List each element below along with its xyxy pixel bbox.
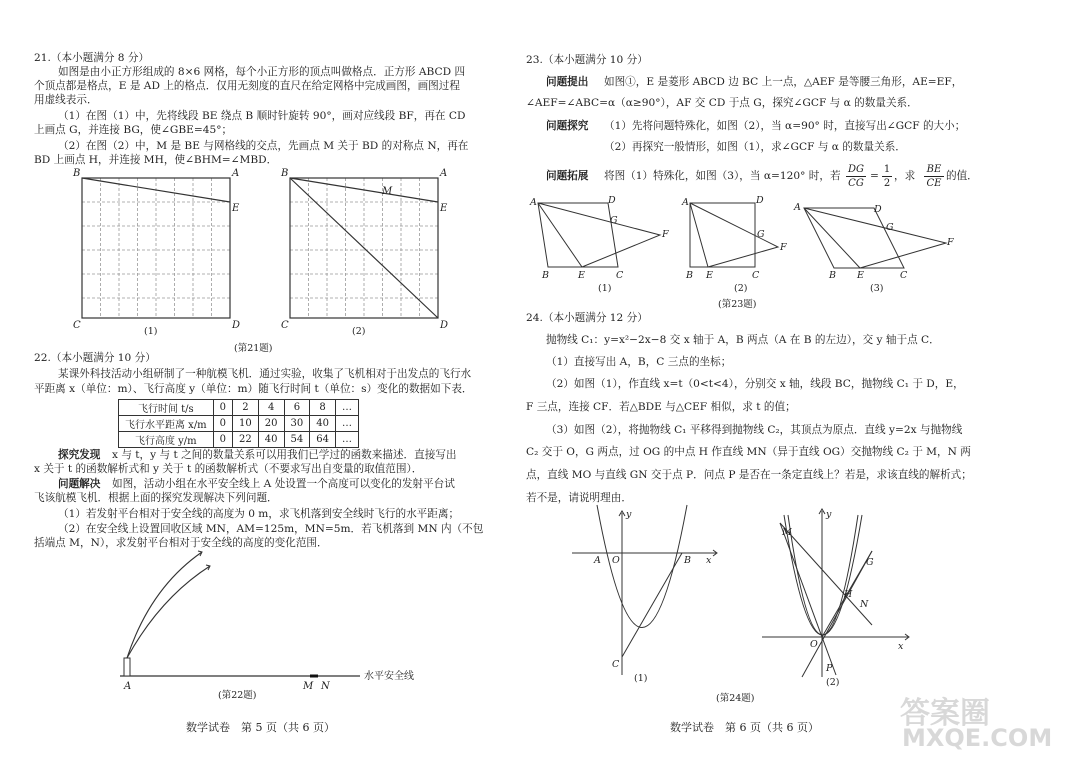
q22-figure — [110, 548, 440, 698]
label-D: D — [232, 320, 241, 331]
label-G: G — [610, 215, 618, 226]
label-C: C — [752, 270, 760, 281]
label-D: D — [756, 195, 764, 206]
q22-intro-line: 平距离 x（单位：m）、飞行高度 y（单位：m）随飞行时间 t（单位：s）变化的数据如下表． — [34, 383, 473, 395]
label-C: C — [281, 320, 289, 331]
watermark-url: MXQE.COM — [902, 724, 1053, 752]
label-D: D — [874, 204, 882, 215]
label-E: E — [232, 203, 240, 214]
label-F: F — [662, 229, 669, 240]
fraction-num: DG — [847, 164, 864, 175]
q24-fig2-caption: (2) — [826, 677, 840, 688]
label-N: N — [321, 681, 330, 692]
q21-figure-1 — [70, 168, 250, 338]
q21-text-line: 如图是由小正方形组成的 8×6 网格，每个小正方形的顶点叫做格点．正方形 ABCD 四 — [58, 66, 466, 78]
label-C: C — [73, 320, 81, 331]
label-C: C — [612, 659, 620, 670]
q23-pose-line: ∠AEF=∠ABC=α（α≥90°），AF 交 CD 于点 G，探究∠GCF 与 α 的数量关系． — [526, 97, 918, 109]
label-G: G — [886, 222, 894, 233]
q23-explore-line: （2）再探究一般情形，如图（1），求∠GCF 与 α 的数量关系． — [604, 141, 906, 153]
q23-extend-ask: ，求 — [894, 170, 916, 182]
label-M: M — [303, 681, 314, 692]
q22-solve-line: （1）若发射平台相对于安全线的高度为 0 m，求飞机落到安全线时飞行的水平距离； — [58, 508, 460, 520]
q22-data-table — [118, 399, 359, 448]
q21-text-line: 上画点 G，并连接 BG，使∠GBE=45°； — [34, 124, 233, 136]
q24-line: （2）如图（1），作直线 x=t（0<t<4），分别交 x 轴，线段 BC，抛物线 C₁ 于 D，E， — [546, 378, 964, 390]
q22-caption: (第22题) — [218, 690, 257, 701]
label-D: D — [440, 320, 449, 331]
q24-line: （3）如图（2），将抛物线 C₁ 平移得到抛物线 C₂，其顶点为原点．直线 y=2x 与抛物线 — [546, 424, 963, 436]
q22-solve-line: （2）在安全线上设置回收区域 MN，AM=125m，MN=5m．若飞机落到 MN 内（不包 — [58, 523, 484, 535]
q23-figure-1 — [530, 195, 670, 295]
q23-explore-label: 问题探究 — [546, 120, 589, 132]
q23-fig2-caption: (2) — [734, 283, 748, 294]
page-5-footer: 数学试卷 第 5 页（共 6 页） — [186, 721, 335, 734]
q21-text-line: 用虚线表示． — [34, 94, 98, 106]
label-P: P — [826, 663, 833, 674]
fraction-num: BE — [924, 163, 944, 177]
label-C: C — [616, 270, 624, 281]
q24-fig1-caption: (1) — [634, 673, 648, 684]
q23-fig1-caption: (1) — [598, 283, 612, 294]
q24-figure-2 — [762, 505, 912, 680]
q24-line: 若不是，请说明理由． — [526, 492, 632, 504]
q24-line: C₂ 交于 O，G 两点，过 OG 的中点 H 作直线 MN（异于直线 OG）交抛物线 C₂ 于 M，N 两 — [526, 446, 971, 458]
label-y: y — [626, 509, 632, 520]
q21-fig2-caption: (2) — [352, 326, 366, 337]
label-E: E — [857, 270, 864, 281]
q23-explore-line: （1）先将问题特殊化，如图（2），当 α=90° 时，直接写出∠GCF 的大小； — [604, 120, 966, 132]
q23-extend-tail: 的值． — [946, 170, 978, 182]
q24-caption: (第24题) — [716, 693, 755, 704]
label-B: B — [829, 270, 836, 281]
q22-explore-label: 探究发现 — [58, 449, 101, 461]
label-x: x — [898, 641, 904, 652]
q21-header: 21.（本小题满分 8 分） — [34, 52, 150, 64]
q24-header: 24.（本小题满分 12 分） — [526, 312, 648, 324]
q22-explore-line: x 关于 t 的函数解析式和 y 关于 t 的函数解析式（不要求写出自变量的取值范围）． — [34, 463, 423, 475]
q23-header: 23.（本小题满分 10 分） — [526, 54, 648, 66]
label-B: B — [281, 168, 289, 179]
q21-caption: (第21题) — [234, 343, 273, 354]
label-E: E — [706, 270, 713, 281]
page-6-footer: 数学试卷 第 6 页（共 6 页） — [670, 721, 819, 734]
label-H: H — [844, 589, 853, 600]
label-F: F — [780, 242, 787, 253]
label-A: A — [594, 555, 601, 566]
equals-sign: = — [870, 170, 879, 182]
label-A: A — [682, 197, 689, 208]
q22-solve-line: 飞该航模飞机．根据上面的探究发现解决下列问题． — [34, 492, 278, 504]
label-A: A — [794, 202, 801, 213]
q23-figure-2 — [680, 195, 800, 295]
label-B: B — [73, 168, 81, 179]
page-6 — [526, 0, 1080, 762]
label-E: E — [440, 203, 448, 214]
q24-line: 点，直线 MO 与直线 GN 交于点 P．问点 P 是否在一条定直线上？若是，求该直线的解析式； — [526, 469, 972, 481]
watermark-logo: 答案圈 — [900, 696, 990, 731]
q22-solve-line: 括端点 M，N），求发射平台相对于安全线的高度的变化范围． — [34, 537, 328, 549]
fraction-den: CG — [848, 178, 864, 189]
label-G: G — [866, 557, 874, 568]
q22-intro-line: 某课外科技活动小组研制了一种航模飞机．通过实验，收集了飞机相对于出发点的飞行水 — [58, 368, 472, 380]
q21-text-line: （1）在图（1）中，先将线段 BE 绕点 B 顺时针旋转 90°，画对应线段 BF，再在 CD — [58, 110, 466, 122]
label-E: E — [578, 270, 585, 281]
q23-extend-label: 问题拓展 — [546, 170, 589, 182]
q24-line: 抛物线 C₁：y=x²−2x−8 交 x 轴于 A，B 两点（A 在 B 的左边），交 y 轴于点 C． — [546, 334, 940, 346]
safety-line-label: 水平安全线 — [364, 671, 414, 682]
q22-solve-line: 如图，活动小组在水平安全线上 A 处设置一个高度可以变化的发射平台试 — [112, 478, 455, 490]
q21-text-line: 个顶点都是格点，E 是 AD 上的格点．仅用无刻度的直尺在给定网格中完成画图，画图过程 — [34, 80, 460, 92]
label-B: B — [684, 555, 691, 566]
label-M: M — [382, 186, 393, 197]
label-A: A — [232, 168, 240, 179]
label-O: O — [612, 555, 620, 566]
label-A: A — [530, 197, 537, 208]
label-A: A — [440, 168, 448, 179]
q23-caption: (第23题) — [718, 299, 757, 310]
fraction-num: 1 — [883, 164, 891, 175]
label-B: B — [686, 270, 693, 281]
q24-figure-1 — [570, 505, 720, 680]
q21-text-line: BD 上画点 H，并连接 MH，使∠BHM=∠MBD． — [34, 154, 278, 166]
label-y: y — [826, 509, 832, 520]
q22-explore-line: x 与 t，y 与 t 之间的数量关系可以用我们已学过的函数来描述．直接写出 — [112, 449, 457, 461]
q23-extend-text: 将图（1）特殊化，如图（3），当 α=120° 时，若 — [604, 170, 841, 182]
label-O: O — [810, 639, 818, 650]
q21-text-line: （2）在图（2）中，M 是 BE 与网格线的交点，先画点 M 关于 BD 的对称点 N，再在 — [58, 140, 469, 152]
fraction-den: 2 — [883, 178, 891, 189]
label-N: N — [860, 599, 869, 610]
q21-figure-2 — [278, 168, 458, 338]
label-C: C — [900, 270, 908, 281]
table-row: 飞行水平距离 x/m 0 10 20 30 40 … — [119, 416, 359, 432]
table-row: 飞行高度 y/m 0 22 40 54 64 … — [119, 432, 359, 448]
label-B: B — [542, 270, 549, 281]
label-F: F — [947, 237, 954, 248]
label-A: A — [124, 681, 132, 692]
q23-fig3-caption: (3) — [870, 283, 884, 294]
label-M: M — [782, 527, 792, 538]
label-x: x — [706, 555, 712, 566]
q24-line: （1）直接写出 A，B，C 三点的坐标； — [546, 356, 732, 368]
q21-fig1-caption: (1) — [144, 326, 158, 337]
q23-pose-label: 问题提出 — [546, 76, 589, 88]
q23-figure-3 — [794, 198, 974, 293]
q24-line: F 三点，连接 CF．若△BDE 与△CEF 相似，求 t 的值； — [526, 401, 796, 413]
table-row: 飞行时间 t/s 0 2 4 6 8 … — [119, 400, 359, 416]
fraction-den: CE — [926, 178, 942, 189]
label-G: G — [757, 229, 765, 240]
q22-solve-label: 问题解决 — [58, 478, 101, 490]
q23-pose-line: 如图①，E 是菱形 ABCD 边 BC 上一点，△AEF 是等腰三角形，AE=EF， — [604, 76, 963, 88]
q22-header: 22.（本小题满分 10 分） — [34, 352, 156, 364]
label-D: D — [608, 195, 616, 206]
